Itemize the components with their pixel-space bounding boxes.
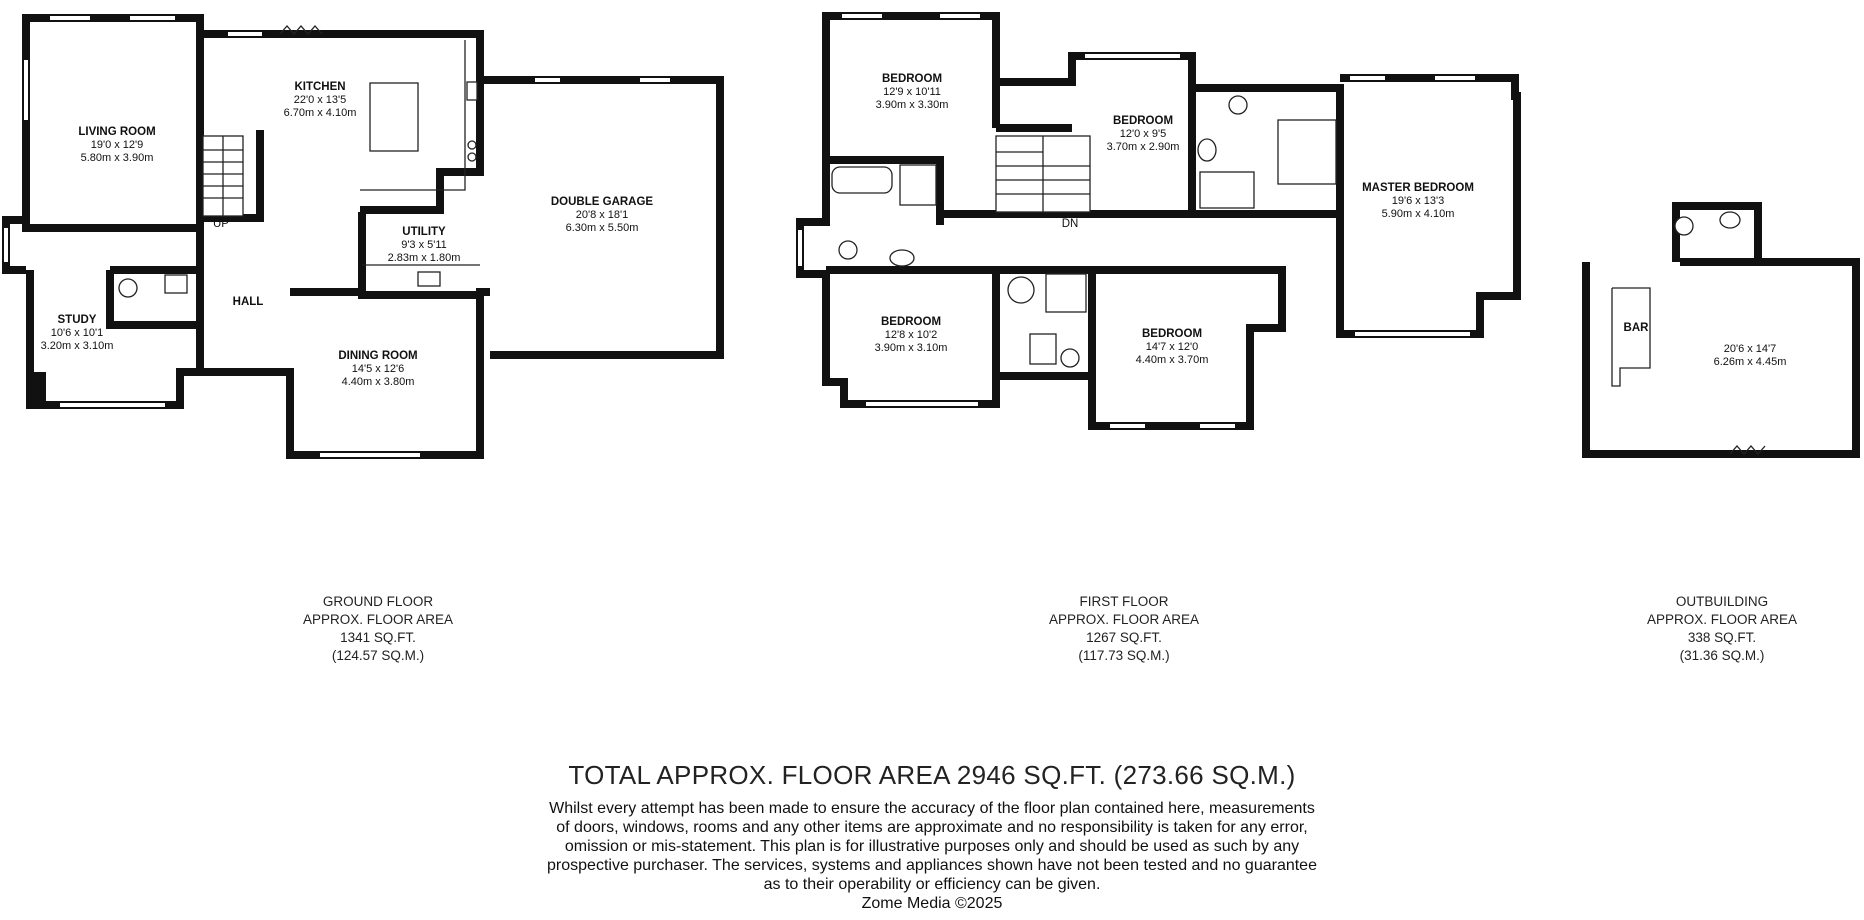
bedroom-1-metric: 3.90m x 3.30m [875,99,949,111]
outbuilding-sqft: 338 SQ.FT. [1687,630,1757,645]
utility-metric: 2.83m x 1.80m [387,252,461,264]
ground-floor-caption [303,594,453,663]
bedroom-2-metric: 3.70m x 2.90m [1106,141,1180,153]
bedroom-3-metric: 3.90m x 3.10m [874,342,948,354]
outbuilding-sqm: (31.36 SQ.M.) [1679,648,1765,663]
double-garage-label: DOUBLE GARAGE [550,196,654,208]
ground-floor-plan [6,18,720,455]
disclaimer-line: prospective purchaser. The services, systems and appliances shown have not been tested and no guarantee [547,857,1317,874]
hall-label: HALL [232,296,264,308]
bedroom-1-label: BEDROOM [881,73,943,85]
ground-stairs [203,136,243,216]
outbuilding-plan [1586,206,1856,454]
double-garage-imperial: 20'8 x 18'1 [575,209,629,221]
bedroom-4-metric: 4.40m x 3.70m [1135,354,1209,366]
bathroom-toilet [839,241,857,259]
bedroom-2-label: BEDROOM [1112,115,1174,127]
first-floor-area-label: APPROX. FLOOR AREA [1048,612,1200,627]
study-label: STUDY [57,314,97,326]
utility-sink [418,272,440,286]
kitchen-label: KITCHEN [294,81,346,93]
bar-label: BAR [1623,322,1649,334]
kitchen-east-wall [480,34,490,80]
first-floor-stairs [996,136,1090,212]
ground-floor-area-label: APPROX. FLOOR AREA [302,612,454,627]
first-floor-name: FIRST FLOOR [1079,594,1169,609]
hob-ring [468,153,476,161]
first-floor-sqm: (117.73 SQ.M.) [1078,648,1170,663]
kitchen-sink [467,82,477,100]
master-bedroom-metric: 5.90m x 4.10m [1381,208,1455,220]
dining-north-wall [290,292,480,295]
boiler-cupboard [1008,277,1034,303]
disclaimer-line: as to their operability or efficiency can be given. [763,876,1101,893]
shower-drain [1030,334,1056,364]
bedroom-4-imperial: 14'7 x 12'0 [1145,341,1199,353]
study-imperial: 10'6 x 10'1 [50,327,104,339]
bedroom-3-imperial: 12'8 x 10'2 [884,329,938,341]
bedroom-3-label: BEDROOM [880,316,942,328]
living-room-walls [26,18,200,228]
outbuilding-caption [1647,594,1797,663]
disclaimer-line: of doors, windows, rooms and any other items are approximate and no responsibility is taken for any error, [556,819,1308,836]
wc-toilet [119,279,137,297]
hob-ring [468,141,476,149]
kitchen-imperial: 22'0 x 13'5 [293,94,347,106]
first-floor-sqft: 1267 SQ.FT. [1086,630,1162,645]
footer [0,760,1864,913]
outbuilding-toilet [1675,217,1693,235]
shower-tray [900,165,936,205]
bedroom-1-imperial: 12'9 x 10'11 [883,86,941,98]
disclaimer-line: omission or mis-statement. This plan is for illustrative purposes only and should be used as such by any [564,838,1300,855]
utility-label: UTILITY [402,226,446,238]
outbuilding-basin [1720,212,1740,228]
outbuilding-name: OUTBUILDING [1675,594,1769,609]
dining-room-label: DINING ROOM [338,350,418,362]
wardrobe [1278,120,1336,184]
ground-floor-sqm: (124.57 SQ.M.) [331,648,425,663]
living-room-metric: 5.80m x 3.90m [80,152,154,164]
master-bedroom-imperial: 19'6 x 13'3 [1391,195,1445,207]
bedroom-2-imperial: 12'0 x 9'5 [1119,128,1167,140]
outbuilding-area-label: APPROX. FLOOR AREA [1646,612,1798,627]
double-garage-metric: 6.30m x 5.50m [565,222,639,234]
living-room-label: LIVING ROOM [78,126,156,138]
utility-imperial: 9'3 x 5'11 [401,239,447,251]
outbuilding-imperial: 20'6 x 14'7 [1723,343,1777,355]
ground-floor-name: GROUND FLOOR [322,594,434,609]
credit: Zome Media ©2025 [861,895,1003,912]
kitchen-metric: 6.70m x 4.10m [283,107,357,119]
study-metric: 3.20m x 3.10m [40,340,114,352]
ensuite-shower [1200,172,1254,208]
wc-basin [165,275,187,293]
master-bedroom-label: MASTER BEDROOM [1362,182,1474,194]
ground-floor-sqft: 1341 SQ.FT. [340,630,416,645]
total-floor-area: TOTAL APPROX. FLOOR AREA 2946 SQ.FT. (273.66 SQ.M.) [568,760,1296,790]
first-floor-plan [800,16,1517,426]
bathroom-basin [890,250,914,266]
first-floor-caption [1049,594,1199,663]
study-pillar [30,372,46,405]
family-toilet [1061,349,1079,367]
ensuite-basin [1198,139,1216,161]
family-shower [1046,274,1086,312]
stairs-up-label: UP [213,218,229,230]
outbuilding-metric: 6.26m x 4.45m [1713,356,1787,368]
bar-counter [1612,288,1650,386]
dining-room-metric: 4.40m x 3.80m [341,376,415,388]
kitchen-island [370,83,418,151]
stairs-down-label: DN [1061,218,1079,230]
disclaimer-line: Whilst every attempt has been made to ensure the accuracy of the floor plan contained here, measurements [549,800,1315,817]
dining-room-imperial: 14'5 x 12'6 [351,363,405,375]
bedroom-4-label: BEDROOM [1141,328,1203,340]
bathtub [832,167,892,193]
ensuite-toilet [1229,96,1247,114]
living-room-imperial: 19'0 x 12'9 [90,139,144,151]
first-floor-west-wall [800,160,826,274]
